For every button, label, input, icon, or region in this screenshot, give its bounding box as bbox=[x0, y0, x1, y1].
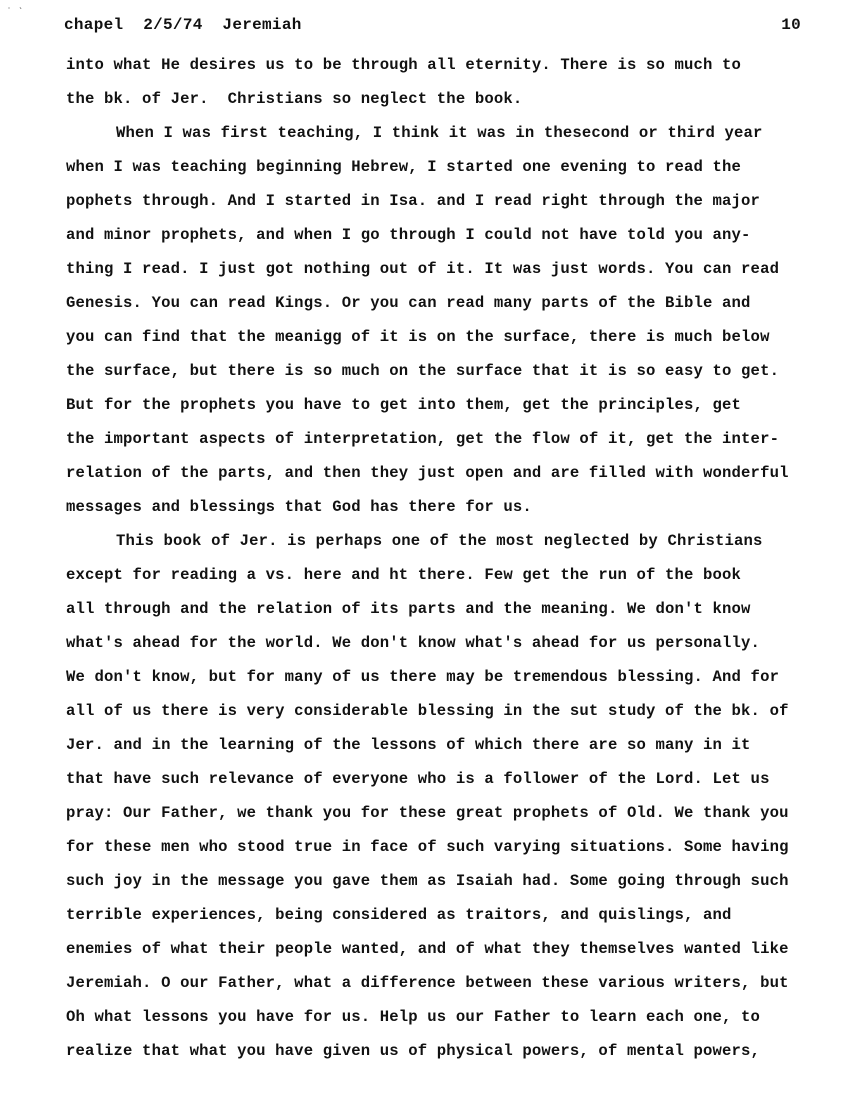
text-line: relation of the parts, and then they just open and are filled with wonderful bbox=[66, 464, 789, 482]
text-line: This book of Jer. is perhaps one of the most neglected by Christians bbox=[116, 532, 763, 550]
text-line: when I was teaching beginning Hebrew, I started one evening to read the bbox=[66, 158, 742, 176]
text-line: and minor prophets, and when I go through I could not have told you any- bbox=[66, 226, 751, 244]
text-line: into what He desires us to be through all eternity. There is so much to bbox=[66, 56, 742, 74]
body-text bbox=[66, 48, 836, 1068]
text-line: such joy in the message you gave them as Isaiah had. Some going through such bbox=[66, 872, 789, 890]
text-line: terrible experiences, being considered as traitors, and quislings, and bbox=[66, 906, 732, 924]
text-line: thing I read. I just got nothing out of it. It was just words. You can read bbox=[66, 260, 780, 278]
text-line: all of us there is very considerable blessing in the sut study of the bk. of bbox=[66, 702, 789, 720]
text-line: messages and blessings that God has there for us. bbox=[66, 498, 532, 516]
text-line: you can find that the meanigg of it is on the surface, there is much below bbox=[66, 328, 770, 346]
text-line: Oh what lessons you have for us. Help us our Father to learn each one, to bbox=[66, 1008, 761, 1026]
text-line: what's ahead for the world. We don't know what's ahead for us personally. bbox=[66, 634, 761, 652]
text-line: except for reading a vs. here and ht there. Few get the run of the book bbox=[66, 566, 742, 584]
text-line: all through and the relation of its parts and the meaning. We don't know bbox=[66, 600, 751, 618]
text-line: that have such relevance of everyone who is a follower of the Lord. Let us bbox=[66, 770, 770, 788]
text-line: Genesis. You can read Kings. Or you can read many parts of the Bible and bbox=[66, 294, 751, 312]
text-line: Jer. and in the learning of the lessons of which there are so many in it bbox=[66, 736, 751, 754]
page-header bbox=[64, 16, 801, 38]
text-line: Jeremiah. O our Father, what a difference between these various writers, but bbox=[66, 974, 789, 992]
text-line: We don't know, but for many of us there may be tremendous blessing. And for bbox=[66, 668, 780, 686]
page-number: 10 bbox=[781, 16, 801, 34]
text-line: realize that what you have given us of physical powers, of mental powers, bbox=[66, 1042, 761, 1060]
scan-mark: ˙ ˋ bbox=[6, 8, 25, 19]
text-line: pophets through. And I started in Isa. and I read right through the major bbox=[66, 192, 761, 210]
text-line: enemies of what their people wanted, and of what they themselves wanted like bbox=[66, 940, 789, 958]
text-line: the bk. of Jer. Christians so neglect the book. bbox=[66, 90, 523, 108]
text-line: When I was first teaching, I think it was in thesecond or third year bbox=[116, 124, 763, 142]
text-line: But for the prophets you have to get into them, get the principles, get bbox=[66, 396, 742, 414]
text-line: pray: Our Father, we thank you for these great prophets of Old. We thank you bbox=[66, 804, 789, 822]
header-title: chapel 2/5/74 Jeremiah bbox=[64, 16, 302, 34]
text-line: the important aspects of interpretation, get the flow of it, get the inter- bbox=[66, 430, 780, 448]
text-line: the surface, but there is so much on the surface that it is so easy to get. bbox=[66, 362, 780, 380]
text-line: for these men who stood true in face of such varying situations. Some having bbox=[66, 838, 789, 856]
